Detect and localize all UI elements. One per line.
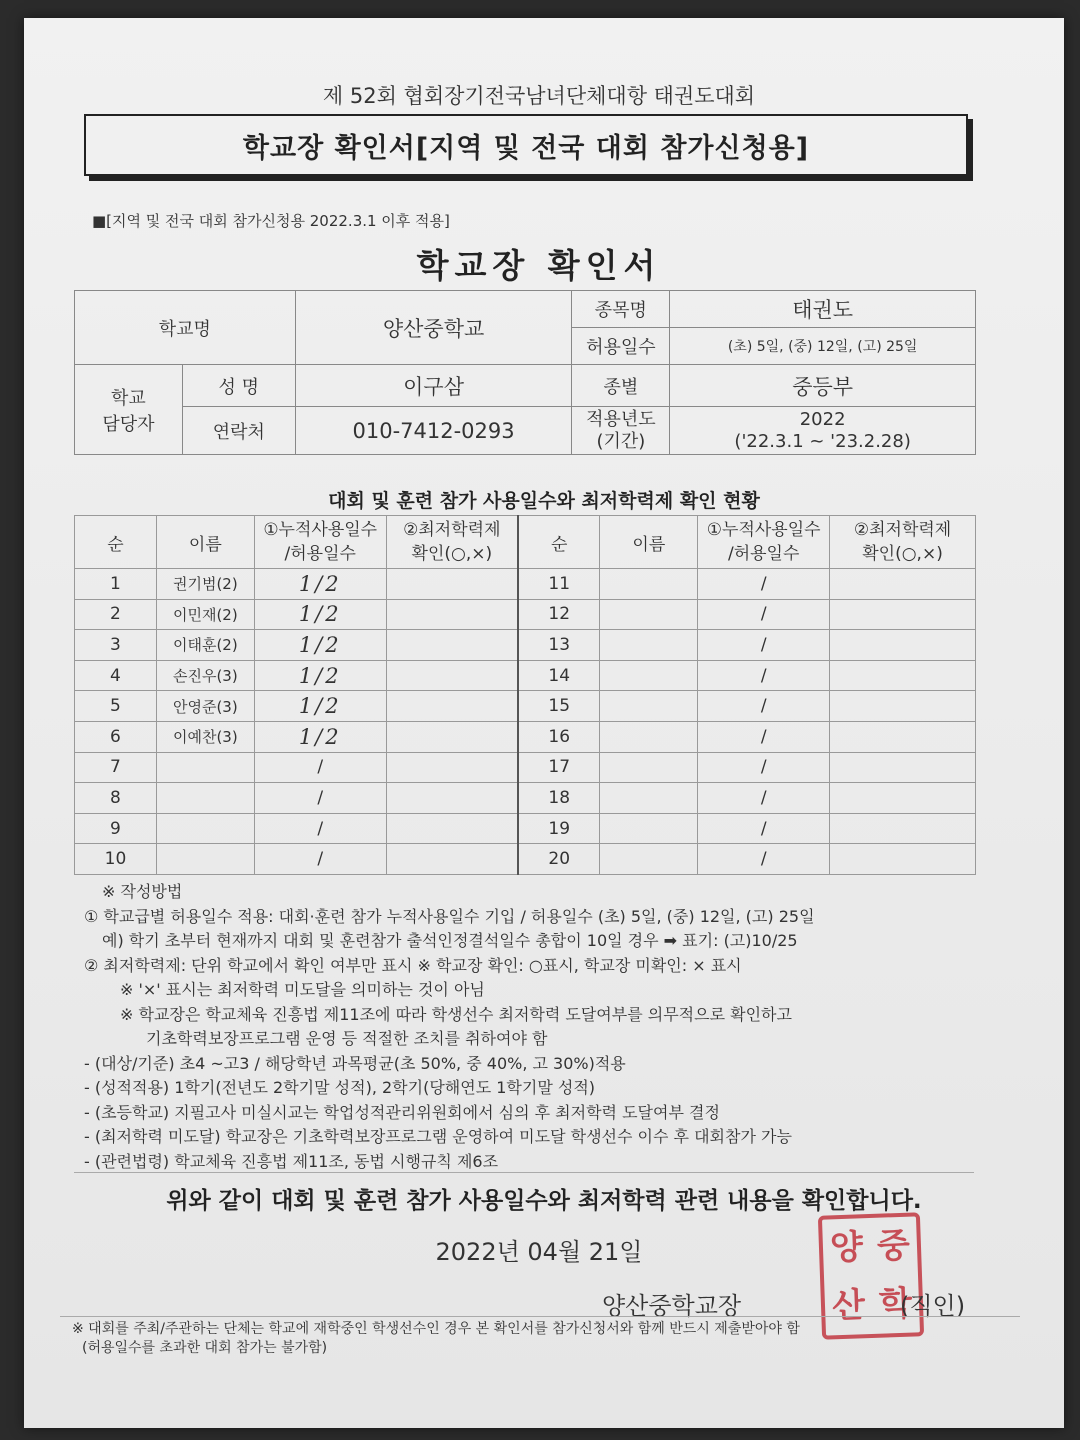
row-no: 18 bbox=[518, 783, 600, 814]
instruction-line: 기초학력보장프로그램 운영 등 적절한 조치를 취하여야 함 bbox=[146, 1029, 548, 1048]
allowed-days-label: 허용일수 bbox=[572, 328, 670, 365]
student-name bbox=[600, 630, 698, 661]
days-used: 1/2 bbox=[254, 691, 386, 722]
student-name: 손진우(3) bbox=[156, 660, 254, 691]
academic-check bbox=[830, 569, 976, 600]
division-value: 중등부 bbox=[670, 365, 976, 407]
header-no: 순 bbox=[518, 516, 600, 569]
footnote-line: (허용일수를 초과한 대회 참가는 불가함) bbox=[82, 1340, 328, 1356]
days-used: / bbox=[698, 569, 830, 600]
student-name bbox=[600, 599, 698, 630]
year-value: 2022 ('22.3.1 ~ '23.2.28) bbox=[670, 407, 976, 455]
days-used: / bbox=[698, 813, 830, 844]
student-name bbox=[156, 752, 254, 783]
seal-char: 중 bbox=[876, 1225, 911, 1267]
header-no: 순 bbox=[75, 516, 157, 569]
table-row bbox=[75, 630, 976, 661]
row-no: 1 bbox=[75, 569, 157, 600]
instruction-line: - (대상/기준) 초4 ~고3 / 해당학년 과목평균(초 50%, 중 40%, 고 30%)적용 bbox=[84, 1053, 626, 1073]
academic-check bbox=[830, 691, 976, 722]
school-value: 양산중학교 bbox=[295, 291, 572, 365]
table-row bbox=[75, 599, 976, 630]
confirmation-statement: 위와 같이 대회 및 훈련 참가 사용일수와 최저학력 관련 내용을 확인합니다. bbox=[166, 1188, 922, 1214]
academic-check bbox=[830, 599, 976, 630]
table-row bbox=[75, 752, 976, 783]
header-academic: ②최저학력제 확인(○,×) bbox=[830, 516, 976, 569]
student-name: 이예찬(3) bbox=[156, 721, 254, 752]
days-used: 1/2 bbox=[254, 599, 386, 630]
days-used: / bbox=[698, 660, 830, 691]
row-no: 5 bbox=[75, 691, 157, 722]
row-no: 19 bbox=[518, 813, 600, 844]
section-title: 대회 및 훈련 참가 사용일수와 최저학력제 확인 현황 bbox=[328, 490, 760, 512]
student-name bbox=[156, 813, 254, 844]
days-used: / bbox=[254, 752, 386, 783]
days-used: 1/2 bbox=[254, 569, 386, 600]
instruction-line: - (성적적용) 1학기(전년도 2학기말 성적), 2학기(당해연도 1학기말 성적) bbox=[84, 1078, 596, 1097]
row-no: 9 bbox=[75, 813, 157, 844]
table-row bbox=[75, 783, 976, 814]
academic-check bbox=[386, 752, 518, 783]
student-name: 권기범(2) bbox=[156, 569, 254, 600]
principal-title: 양산중학교장 bbox=[602, 1292, 742, 1320]
student-name bbox=[600, 660, 698, 691]
year-label: 적용년도 (기간) bbox=[572, 407, 670, 455]
student-name bbox=[600, 813, 698, 844]
row-no: 6 bbox=[75, 721, 157, 752]
event-title: 제 52회 협회장기전국남녀단체대항 태권도대회 bbox=[322, 84, 756, 108]
instruction-line: - (초등학교) 지필고사 미실시교는 학업성적관리위원회에서 심의 후 최저학력 도달여부 결정 bbox=[84, 1102, 720, 1122]
seal-char: 산 bbox=[831, 1285, 866, 1327]
header-name: 이름 bbox=[600, 516, 698, 569]
school-label: 학교명 bbox=[75, 291, 296, 365]
instructions bbox=[84, 880, 1004, 1174]
contact-label: 연락처 bbox=[182, 407, 295, 455]
row-no: 11 bbox=[518, 569, 600, 600]
academic-check bbox=[386, 721, 518, 752]
days-used: / bbox=[698, 783, 830, 814]
issue-date: 2022년 04월 21일 bbox=[435, 1238, 643, 1266]
instruction-line: ※ 학교장은 학교체육 진흥법 제11조에 따라 학생선수 최저학력 도달여부를 의무적으로 확인하고 bbox=[120, 1004, 792, 1024]
days-used: / bbox=[698, 691, 830, 722]
academic-check bbox=[386, 569, 518, 600]
student-name: 이태훈(2) bbox=[156, 630, 254, 661]
days-used: 1/2 bbox=[254, 721, 386, 752]
academic-check bbox=[830, 630, 976, 661]
row-no: 12 bbox=[518, 599, 600, 630]
instructions-heading: ※ 작성방법 bbox=[102, 882, 183, 901]
student-name: 이민재(2) bbox=[156, 599, 254, 630]
division-label: 종별 bbox=[572, 365, 670, 407]
days-used: / bbox=[698, 721, 830, 752]
days-used: 1/2 bbox=[254, 660, 386, 691]
table-row bbox=[75, 844, 976, 875]
table-row bbox=[75, 691, 976, 722]
row-no: 17 bbox=[518, 752, 600, 783]
header-days: ①누적사용일수 /허용일수 bbox=[254, 516, 386, 569]
table-row bbox=[75, 660, 976, 691]
student-name bbox=[600, 783, 698, 814]
academic-check bbox=[386, 599, 518, 630]
table-row bbox=[75, 721, 976, 752]
student-name bbox=[156, 783, 254, 814]
student-name bbox=[600, 569, 698, 600]
days-used: / bbox=[254, 783, 386, 814]
instruction-line: ① 학교급별 허용일수 적용: 대회·훈련 참가 누적사용일수 기입 / 허용일수 (초) 5일, (중) 12일, (고) 25일 bbox=[84, 906, 815, 926]
academic-check bbox=[830, 721, 976, 752]
row-no: 7 bbox=[75, 752, 157, 783]
divider bbox=[60, 1316, 1020, 1317]
divider bbox=[74, 1172, 974, 1173]
row-no: 4 bbox=[75, 660, 157, 691]
header-days: ①누적사용일수 /허용일수 bbox=[698, 516, 830, 569]
seal-char: 학 bbox=[878, 1283, 913, 1325]
academic-check bbox=[830, 783, 976, 814]
student-name bbox=[156, 844, 254, 875]
school-info-table bbox=[74, 290, 976, 455]
row-no: 14 bbox=[518, 660, 600, 691]
days-used: / bbox=[254, 813, 386, 844]
header-academic: ②최저학력제 확인(○,×) bbox=[386, 516, 518, 569]
academic-check bbox=[386, 630, 518, 661]
row-no: 20 bbox=[518, 844, 600, 875]
days-used: / bbox=[698, 599, 830, 630]
student-name: 안영준(3) bbox=[156, 691, 254, 722]
academic-check bbox=[830, 844, 976, 875]
academic-check bbox=[830, 752, 976, 783]
academic-check bbox=[386, 691, 518, 722]
row-no: 3 bbox=[75, 630, 157, 661]
manager-label: 학교 담당자 bbox=[75, 365, 183, 455]
student-name bbox=[600, 691, 698, 722]
academic-check bbox=[386, 813, 518, 844]
seal-char: 양 bbox=[829, 1227, 864, 1269]
days-used: 1/2 bbox=[254, 630, 386, 661]
days-used: / bbox=[254, 844, 386, 875]
academic-check bbox=[830, 660, 976, 691]
academic-check bbox=[386, 660, 518, 691]
days-used: / bbox=[698, 630, 830, 661]
form-title: 학교장 확인서[지역 및 전국 대회 참가신청용] bbox=[242, 132, 810, 164]
academic-check bbox=[830, 813, 976, 844]
row-no: 10 bbox=[75, 844, 157, 875]
academic-check bbox=[386, 844, 518, 875]
form-title-box bbox=[84, 114, 968, 176]
table-row bbox=[75, 813, 976, 844]
name-label: 성 명 bbox=[182, 365, 295, 407]
student-name bbox=[600, 752, 698, 783]
name-value: 이구삼 bbox=[295, 365, 572, 407]
footnote-line: ※ 대회를 주최/주관하는 단체는 학교에 재학중인 학생선수인 경우 본 확인서를 참가신청서와 함께 반드시 제출받아야 함 bbox=[72, 1321, 800, 1337]
instruction-line: ② 최저학력제: 단위 학교에서 확인 여부만 표시 ※ 학교장 확인: ○표시, 학교장 미확인: × 표시 bbox=[84, 955, 742, 975]
applicability-note: ■[지역 및 전국 대회 참가신청용 2022.3.1 이후 적용] bbox=[92, 212, 450, 230]
instruction-line: - (최저학력 미도달) 학교장은 기초학력보장프로그램 운영하여 미도달 학생선수 이수 후 대회참가 가능 bbox=[84, 1127, 792, 1146]
table-row bbox=[75, 569, 976, 600]
row-no: 13 bbox=[518, 630, 600, 661]
instruction-line: 예) 학기 초부터 현재까지 대회 및 훈련참가 출석인정결석일수 총합이 10일 경우 ➡ 표기: (고)10/25 bbox=[102, 931, 798, 950]
document-page bbox=[24, 18, 1064, 1428]
instruction-line: - (관련법령) 학교체육 진흥법 제11조, 동법 시행규칙 제6조 bbox=[84, 1151, 499, 1171]
days-used: / bbox=[698, 752, 830, 783]
participation-table bbox=[74, 515, 976, 875]
student-name bbox=[600, 721, 698, 752]
student-name bbox=[600, 844, 698, 875]
contact-value: 010-7412-0293 bbox=[295, 407, 572, 455]
row-no: 16 bbox=[518, 721, 600, 752]
row-no: 15 bbox=[518, 691, 600, 722]
instruction-line: ※ '×' 표시는 최저학력 미도달을 의미하는 것이 아님 bbox=[120, 980, 485, 999]
row-no: 8 bbox=[75, 783, 157, 814]
event-label: 종목명 bbox=[572, 291, 670, 328]
row-no: 2 bbox=[75, 599, 157, 630]
days-used: / bbox=[698, 844, 830, 875]
seal-label: (직인) bbox=[900, 1292, 966, 1320]
header-name: 이름 bbox=[156, 516, 254, 569]
footnote bbox=[72, 1320, 1032, 1358]
event-value: 태권도 bbox=[670, 291, 976, 328]
main-title: 학교장 확인서 bbox=[416, 246, 662, 285]
allowed-days-value: (초) 5일, (중) 12일, (고) 25일 bbox=[670, 328, 976, 365]
academic-check bbox=[386, 783, 518, 814]
